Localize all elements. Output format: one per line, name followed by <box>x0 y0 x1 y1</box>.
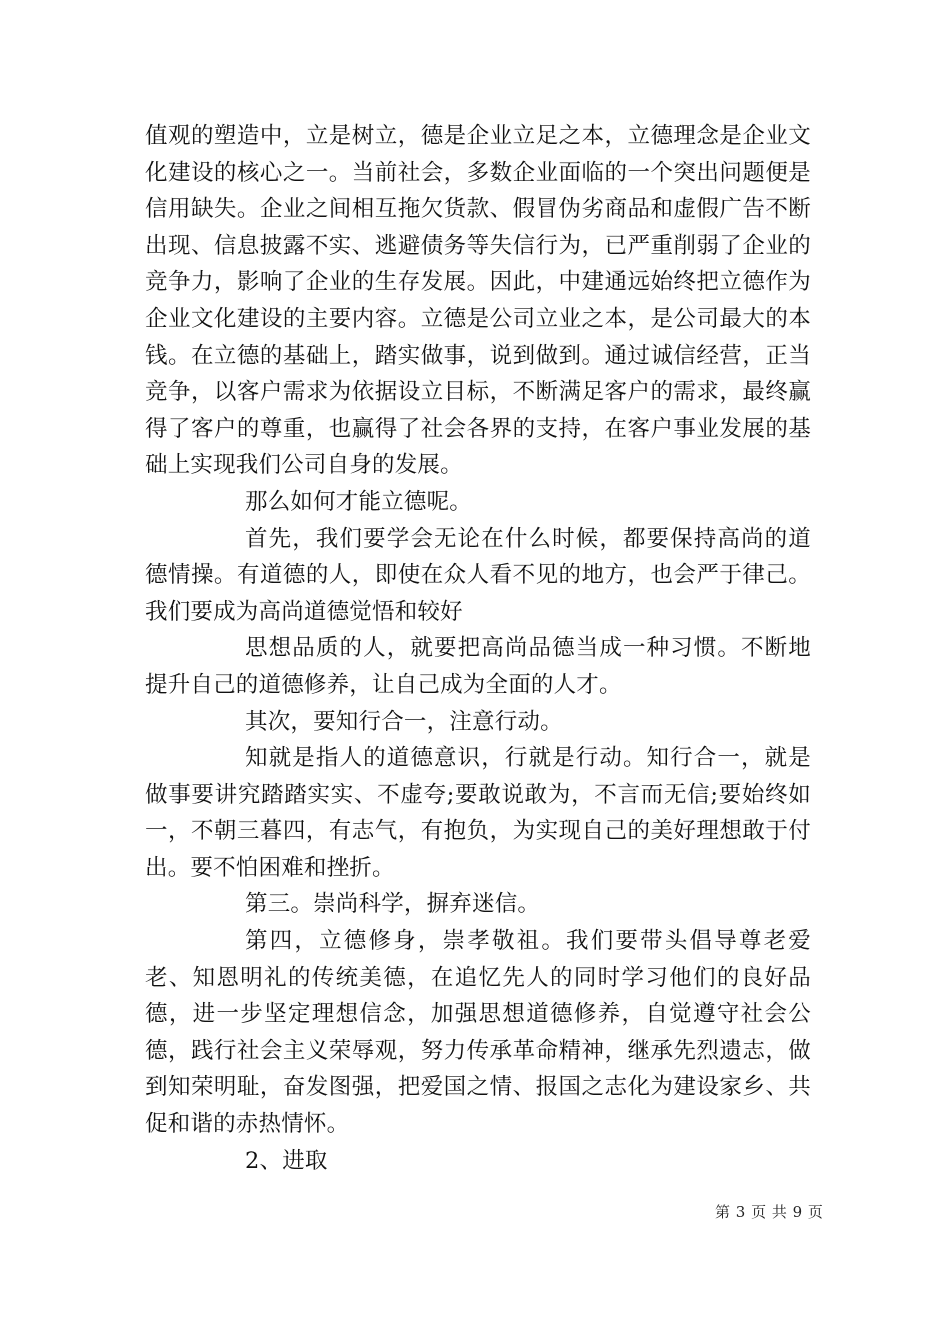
paragraph-lide-core-value: 值观的塑造中，立是树立，德是企业立足之本，立德理念是企业文化建设的核心之一。当前社会，多数企业面临的一个突出问题便是信用缺失。企业之间相互拖欠货款、假冒伪劣商品和虚假广告不断出现、信息披露不实、逃避债务等失信行为，已严重削弱了企业的竞争力，影响了企业的生存发展。因此，中建通远始终把立德作为企业文化建设的主要内容。立德是公司立业之本，是公司最大的本钱。在立德的基础上，踏实做事，说到做到。通过诚信经营，正当竞争，以客户需求为依据设立目标，不断满足客户的需求，最终赢得了客户的尊重，也赢得了社会各界的支持，在客户事业发展的基础上实现我们公司自身的发展。 <box>145 123 811 479</box>
document-body <box>145 118 811 1179</box>
paragraph-first-point: 首先，我们要学会无论在什么时候，都要保持高尚的道德情操。有道德的人，即使在众人看不见的地方，也会严于律己。我们要成为高尚道德觉悟和较好 <box>145 525 811 625</box>
section-heading-jinqu: 2、进取 <box>245 1147 328 1174</box>
paragraph-second-point: 其次，要知行合一，注意行动。 <box>245 708 563 735</box>
paragraph-how-to-lide: 那么如何才能立德呢。 <box>245 488 473 515</box>
paragraph-first-point-continued: 思想品质的人，就要把高尚品德当成一种习惯。不断地提升自己的道德修养，让自己成为全面的人才。 <box>145 635 811 698</box>
paragraph-fourth-point: 第四，立德修身，崇孝敬祖。我们要带头倡导尊老爱老、知恩明礼的传统美德，在追忆先人的同时学习他们的良好品德，进一步坚定理想信念，加强思想道德修养，自觉遵守社会公德，践行社会主义荣辱观，努力传承革命精神，继承先烈遗志，做到知荣明耻，奋发图强，把爱国之情、报国之志化为建设家乡、共促和谐的赤热情怀。 <box>145 928 811 1138</box>
paragraph-second-point-detail: 知就是指人的道德意识，行就是行动。知行合一，就是做事要讲究踏踏实实、不虚夸;要敢说敢为，不言而无信;要始终如一，不朝三暮四，有志气，有抱负，为实现自己的美好理想敢于付出。要不怕困难和挫折。 <box>145 745 811 881</box>
paragraph-third-point: 第三。崇尚科学，摒弃迷信。 <box>245 891 541 918</box>
page-number-footer: 第 3 页 共 9 页 <box>715 1203 824 1221</box>
